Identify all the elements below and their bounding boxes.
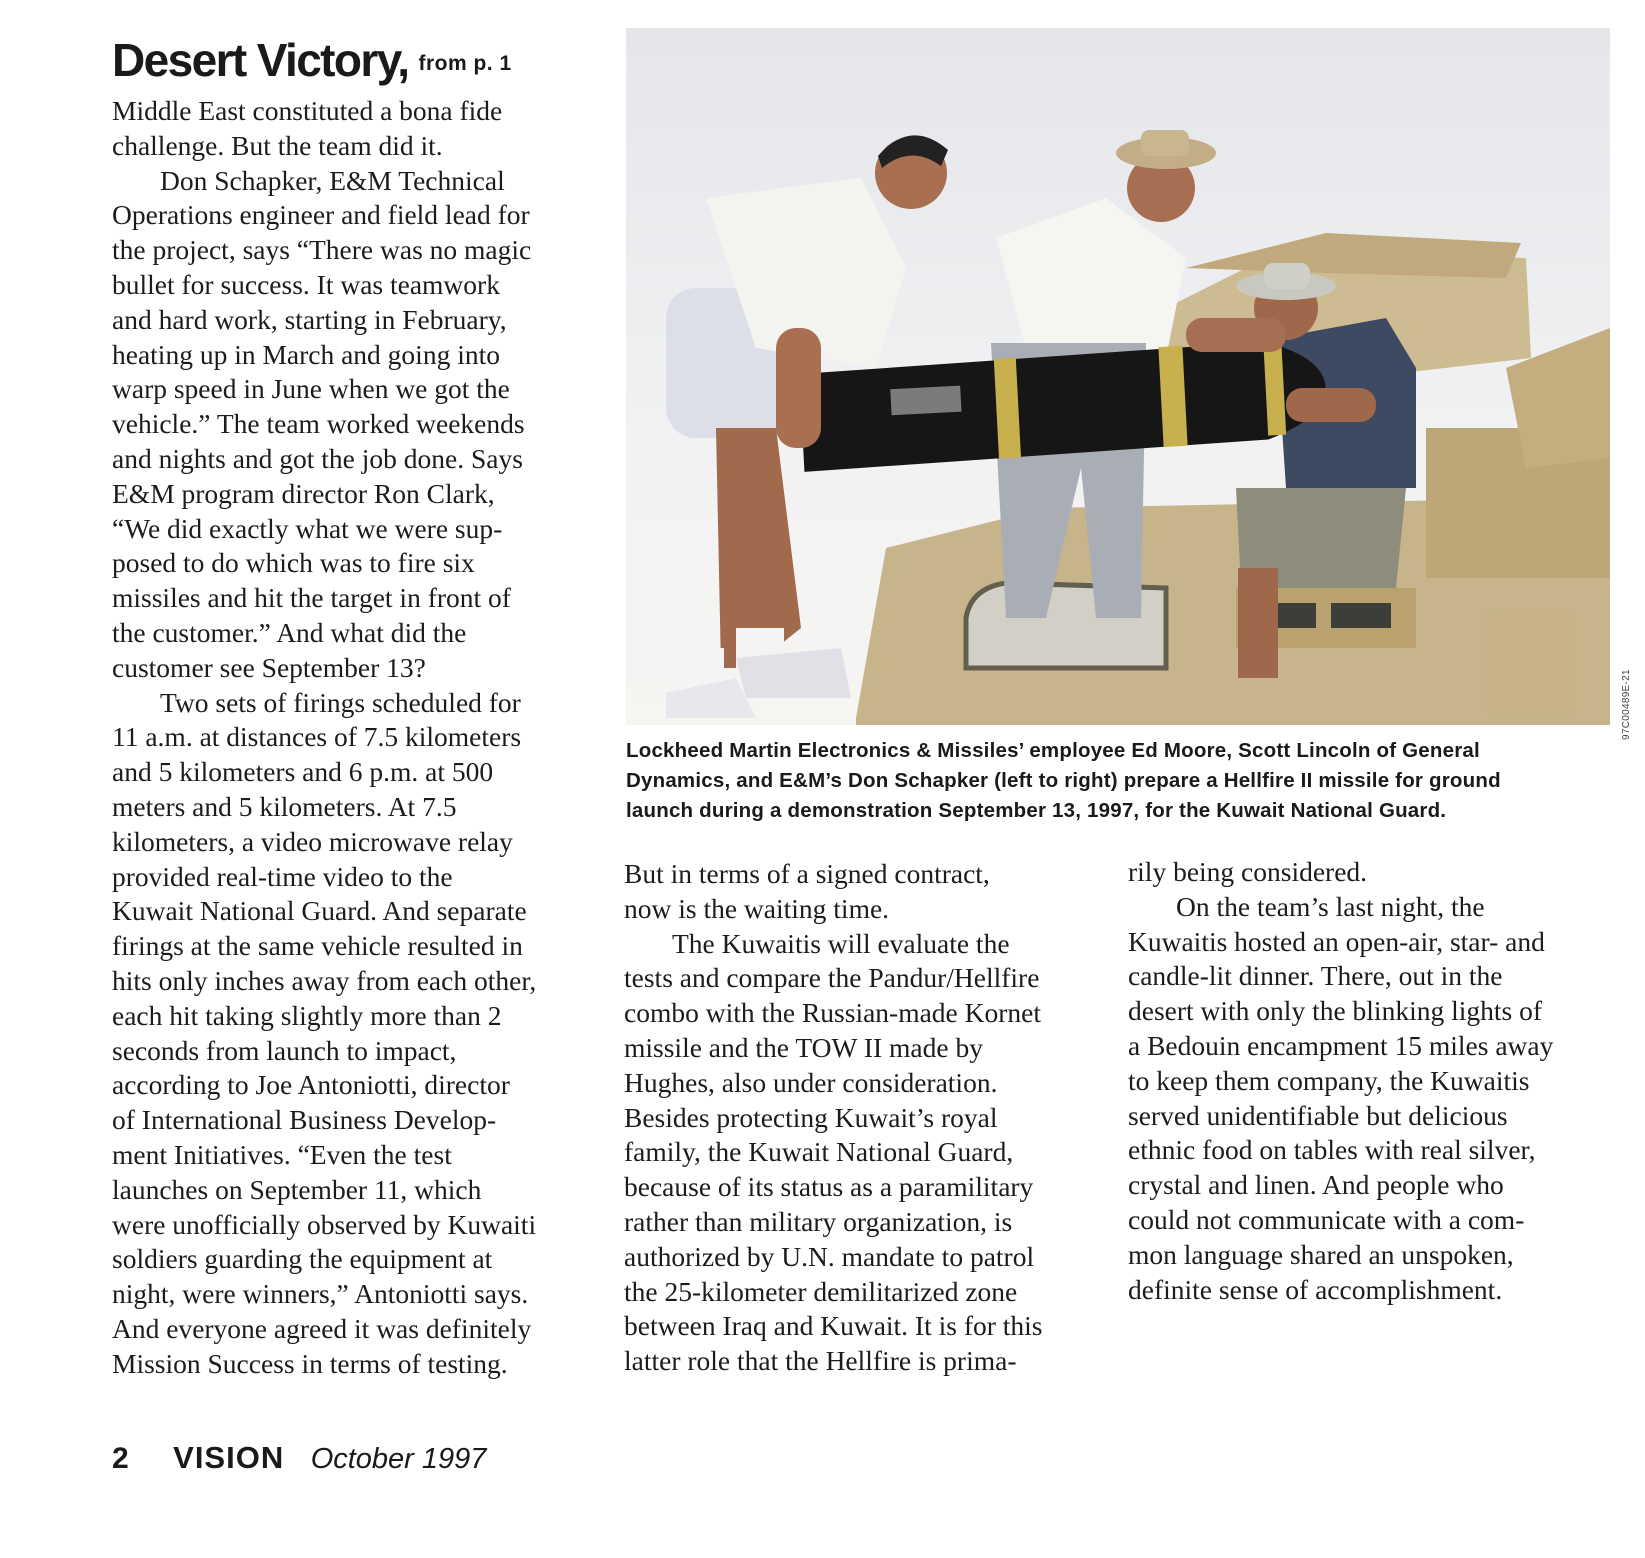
article-text-line: each hit taking slightly more than 2	[112, 999, 502, 1031]
article-text-line: E&M program director Ron Clark,	[112, 477, 495, 509]
article-text-line: the customer.” And what did the	[112, 616, 467, 648]
caption-line: Dynamics, and E&M’s Don Schapker (left to right) prepare a Hellfire II missile for ground	[626, 769, 1501, 792]
article-text-line: soldiers guarding the equipment at	[112, 1243, 493, 1275]
article-text-line: Don Schapker, E&M Technical	[160, 164, 505, 196]
continued-from-label: from p. 1	[418, 52, 512, 75]
article-text-line: ment Initiatives. “Even the test	[112, 1138, 452, 1170]
article-text-line: the project, says “There was no magic	[112, 234, 532, 266]
caption-line: launch during a demonstration September 13, 1997, for the Kuwait National Guard.	[626, 799, 1447, 822]
article-text-line: and nights and got the job done. Says	[112, 442, 523, 474]
article-text-line: were unofficially observed by Kuwaiti	[112, 1208, 537, 1240]
article-column-3	[1128, 855, 1553, 1307]
article-text-line: customer see September 13?	[112, 651, 426, 683]
article-text-line: could not communicate with a com-	[1128, 1203, 1525, 1235]
caption-line: Lockheed Martin Electronics & Missiles’ employee Ed Moore, Scott Lincoln of General	[626, 739, 1480, 762]
article-text-line: Mission Success in terms of testing.	[112, 1347, 508, 1379]
article-text-line: posed to do which was to fire six	[112, 547, 475, 579]
article-column-1	[112, 94, 536, 1381]
article-text-line: a Bedouin encampment 15 miles away	[1128, 1029, 1554, 1061]
article-text-line: night, were winners,” Antoniotti says.	[112, 1278, 529, 1310]
article-text-line: kilometers, a video microwave relay	[112, 825, 513, 857]
article-text-line: because of its status as a paramilitary	[624, 1171, 1034, 1203]
article-text-line: Besides protecting Kuwait’s royal	[624, 1101, 998, 1133]
article-text-line: now is the waiting time.	[624, 892, 890, 924]
article-text-line: authorized by U.N. mandate to patrol	[624, 1240, 1035, 1272]
photo-illustration	[626, 28, 1610, 725]
article-text-line: Kuwait National Guard. And separate	[112, 895, 527, 927]
magazine-name: VISION	[173, 1440, 285, 1475]
article-photo	[626, 28, 1610, 725]
article-text-line: bullet for success. It was teamwork	[112, 268, 500, 300]
article-text-line: challenge. But the team did it.	[112, 129, 443, 161]
article-text-line: hits only inches away from each other,	[112, 964, 537, 996]
article-text-line: meters and 5 kilometers. At 7.5	[112, 790, 457, 822]
article-text-line: missile and the TOW II made by	[624, 1031, 983, 1063]
article-text-line: firings at the same vehicle resulted in	[112, 930, 523, 962]
article-text-line: Kuwaitis hosted an open-air, star- and	[1128, 925, 1545, 957]
headline-title: Desert Victory,	[112, 34, 409, 86]
article-text-line: But in terms of a signed contract,	[624, 858, 990, 889]
article-text-line: latter role that the Hellfire is prima-	[624, 1345, 1017, 1377]
article-text-line: “We did exactly what we were sup-	[112, 512, 503, 544]
article-text-line: and hard work, starting in February,	[112, 303, 507, 335]
article-text-line: 11 a.m. at distances of 7.5 kilometers	[112, 721, 522, 753]
article-text-line: Hughes, also under consideration.	[624, 1066, 998, 1098]
page-footer	[112, 1440, 486, 1476]
article-text-line: Middle East constituted a bona fide	[112, 95, 503, 126]
article-text-line: rather than military organization, is	[624, 1205, 1013, 1237]
article-text-line: according to Joe Antoniotti, director	[112, 1069, 510, 1101]
article-text-line: And everyone agreed it was definitely	[112, 1312, 532, 1344]
article-text-line: tests and compare the Pandur/Hellfire	[624, 962, 1040, 994]
article-text-line: missiles and hit the target in front of	[112, 582, 511, 614]
article-text-line: to keep them company, the Kuwaitis	[1128, 1064, 1530, 1096]
article-text-line: family, the Kuwait National Guard,	[624, 1136, 1014, 1168]
article-text-line: and 5 kilometers and 6 p.m. at 500	[112, 756, 494, 788]
article-text-line: the 25-kilometer demilitarized zone	[624, 1275, 1018, 1307]
article-text-line: The Kuwaitis will evaluate the	[672, 927, 1010, 959]
article-text-line: heating up in March and going into	[112, 338, 500, 370]
article-text-line: candle-lit dinner. There, out in the	[1128, 960, 1503, 992]
article-column-2	[624, 857, 1043, 1379]
article-text-line: vehicle.” The team worked weekends	[112, 408, 525, 440]
article-text-line: ethnic food on tables with real silver,	[1128, 1134, 1536, 1166]
article-headline	[112, 28, 512, 96]
photo-code: 97C00489E-21	[1621, 669, 1632, 740]
article-text-line: combo with the Russian-made Kornet	[624, 997, 1041, 1029]
article-text-line: seconds from launch to impact,	[112, 1034, 457, 1066]
article-text-line: crystal and linen. And people who	[1128, 1169, 1504, 1201]
article-text-line: mon language shared an unspoken,	[1128, 1238, 1514, 1270]
photo-caption	[626, 736, 1501, 826]
issue-date: October 1997	[310, 1443, 487, 1475]
article-text-line: desert with only the blinking lights of	[1128, 995, 1542, 1027]
article-text-line: rily being considered.	[1128, 856, 1368, 887]
article-text-line: between Iraq and Kuwait. It is for this	[624, 1310, 1043, 1342]
article-text-line: served unidentifiable but delicious	[1128, 1099, 1508, 1131]
article-text-line: Two sets of firings scheduled for	[160, 686, 521, 718]
article-text-line: provided real-time video to the	[112, 860, 453, 892]
article-text-line: warp speed in June when we got the	[112, 373, 510, 405]
page-number: 2	[112, 1442, 129, 1475]
article-text-line: Operations engineer and field lead for	[112, 199, 530, 231]
article-text-line: On the team’s last night, the	[1176, 890, 1485, 922]
article-text-line: definite sense of accomplishment.	[1128, 1273, 1503, 1305]
article-text-line: of International Business Develop-	[112, 1104, 497, 1136]
article-text-line: launches on September 11, which	[112, 1173, 482, 1205]
